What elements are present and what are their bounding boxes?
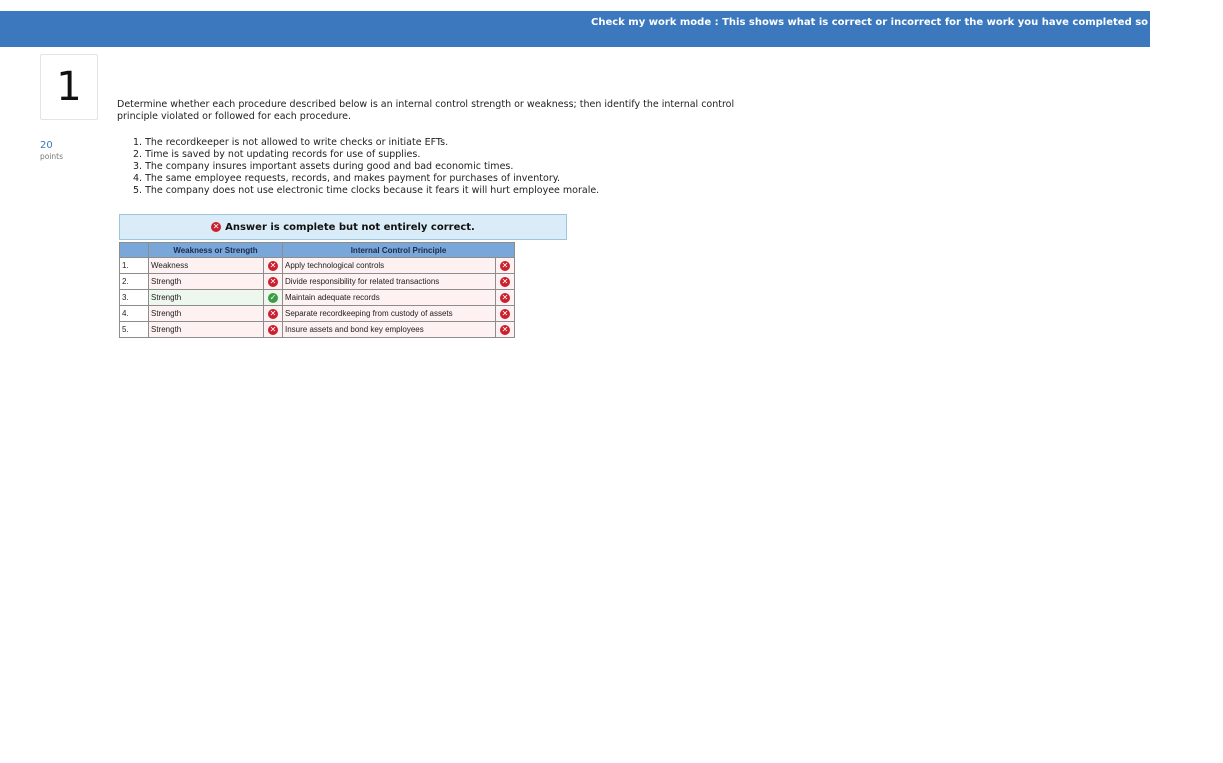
incorrect-icon: ✕ (501, 292, 509, 302)
incorrect-icon: ✕ (501, 260, 509, 270)
header-internal-control-principle: Internal Control Principle (283, 243, 515, 258)
answer-table (119, 242, 515, 338)
check-circle-icon: ✓ (269, 292, 277, 302)
control-principle-select[interactable]: Insure assets and bond key employees (283, 322, 496, 338)
incorrect-icon: ✕ (501, 324, 509, 334)
table-row (120, 322, 515, 338)
points-value: 20 (40, 140, 53, 151)
table-row (120, 274, 515, 290)
header-number (120, 243, 149, 258)
banner-text: Check my work mode : This shows what is correct or incorrect for the work you have completed so far. It does n (591, 17, 1223, 28)
check-my-work-banner (0, 11, 1223, 47)
question-instructions: Determine whether each procedure described below is an internal control strength or weakness; then identify the internal control principle violated or followed for each procedure. (117, 99, 735, 122)
weakness-or-strength-select[interactable]: Strength (149, 306, 264, 322)
incorrect-icon: ✕ (269, 324, 277, 334)
procedure-item: 3. The company insures important assets during good and bad economic times. (133, 161, 514, 172)
weakness-or-strength-select[interactable]: Weakness (149, 258, 264, 274)
weakness-or-strength-select[interactable]: Strength (149, 290, 264, 306)
incorrect-icon: ✕ (501, 276, 509, 286)
row-number: 5. (120, 322, 149, 338)
table-row (120, 290, 515, 306)
row-number: 2. (120, 274, 149, 290)
table-row (120, 258, 515, 274)
table-row (120, 306, 515, 322)
procedure-item: 4. The same employee requests, records, and makes payment for purchases of inventory. (133, 173, 561, 184)
incorrect-icon: ✕ (501, 308, 509, 318)
incorrect-icon: ✕ (269, 260, 277, 270)
feedback-text: Answer is complete but not entirely correct. (225, 221, 475, 233)
header-weakness-or-strength: Weakness or Strength (149, 243, 283, 258)
incorrect-icon: ✕ (269, 308, 277, 318)
weakness-or-strength-select[interactable]: Strength (149, 274, 264, 290)
points-block (40, 140, 63, 161)
question-number: 1 (40, 54, 98, 120)
procedure-list (133, 137, 599, 197)
procedure-item: 5. The company does not use electronic time clocks because it fears it will hurt employee morale. (133, 185, 600, 196)
points-label: points (40, 152, 64, 161)
procedure-item: 2. Time is saved by not updating records for use of supplies. (133, 149, 421, 160)
incorrect-icon: ✕ (269, 276, 277, 286)
row-number: 1. (120, 258, 149, 274)
row-number: 4. (120, 306, 149, 322)
weakness-or-strength-select[interactable]: Strength (149, 322, 264, 338)
control-principle-select[interactable]: Apply technological controls (283, 258, 496, 274)
answer-feedback-banner (119, 214, 567, 240)
row-number: 3. (120, 290, 149, 306)
control-principle-select[interactable]: Maintain adequate records (283, 290, 496, 306)
x-circle-icon: ✕ (212, 222, 220, 231)
procedure-item: 1. The recordkeeper is not allowed to write checks or initiate EFTs. (133, 137, 449, 148)
control-principle-select[interactable]: Separate recordkeeping from custody of assets (283, 306, 496, 322)
control-principle-select[interactable]: Divide responsibility for related transactions (283, 274, 496, 290)
